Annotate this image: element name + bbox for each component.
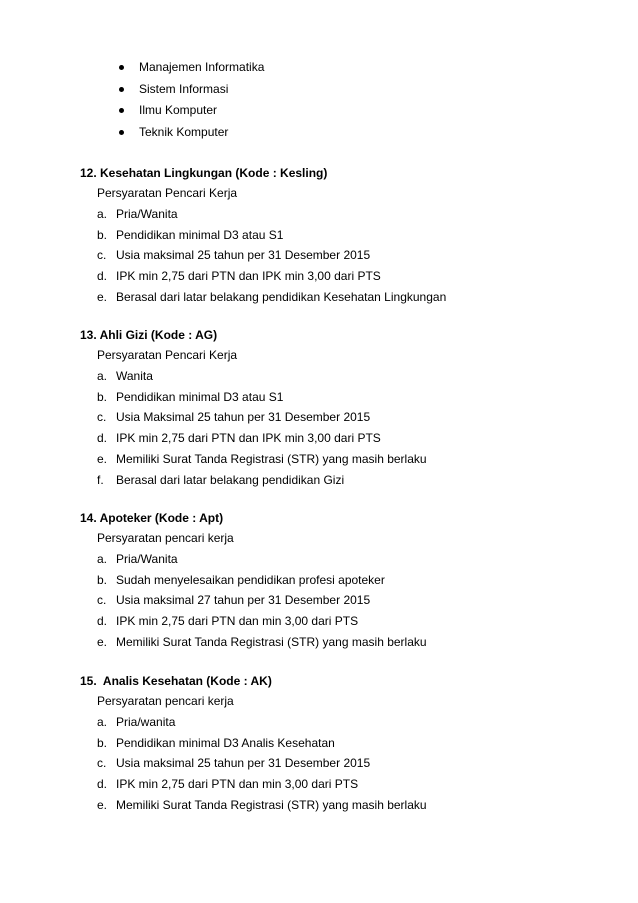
requirement-item (80, 450, 600, 471)
list-marker: a. (97, 714, 108, 729)
requirement-text: Pendidikan minimal D3 atau S1 (116, 227, 284, 242)
requirement-item (80, 205, 600, 226)
requirement-text: Pendidikan minimal D3 Analis Kesehatan (116, 735, 335, 750)
requirement-item (80, 796, 600, 817)
requirement-text: Wanita (116, 368, 153, 383)
list-marker: d. (97, 777, 108, 792)
requirement-item (80, 713, 600, 734)
section-title: 15. Analis Kesehatan (Kode : AK) (80, 674, 272, 688)
list-marker: c. (97, 756, 107, 771)
requirement-item (80, 267, 600, 288)
requirement-text: Pria/Wanita (116, 551, 178, 566)
bullet-item (119, 123, 264, 145)
bullet-item (119, 58, 264, 80)
requirement-text: IPK min 2,75 dari PTN dan IPK min 3,00 dari PTS (116, 269, 381, 284)
list-marker: e. (97, 289, 108, 304)
requirement-item (80, 775, 600, 796)
requirement-text: Pendidikan minimal D3 atau S1 (116, 389, 284, 404)
list-marker: a. (97, 368, 108, 383)
list-marker: b. (97, 389, 108, 404)
requirement-text: Usia maksimal 25 tahun per 31 Desember 2015 (116, 248, 371, 263)
section-intro: Persyaratan pencari kerja (97, 531, 234, 545)
bullet-item-text: Sistem Informasi (139, 81, 229, 96)
requirement-item (80, 571, 600, 592)
requirement-item (80, 246, 600, 267)
bullet-item-text: Manajemen Informatika (139, 60, 265, 74)
requirement-item (80, 367, 600, 388)
requirement-text: Sudah menyelesaikan pendidikan profesi apoteker (116, 572, 385, 587)
list-marker: a. (97, 206, 108, 221)
requirement-text: Memiliki Surat Tanda Registrasi (STR) yang masih berlaku (116, 797, 427, 812)
bullet-dot-icon (119, 65, 124, 70)
requirement-text: IPK min 2,75 dari PTN dan min 3,00 dari PTS (116, 614, 359, 629)
section-ahli-gizi (80, 326, 600, 492)
bullet-item (119, 101, 264, 123)
list-marker: c. (97, 410, 107, 425)
requirement-item (80, 429, 600, 450)
bullet-dot-icon (119, 130, 124, 135)
section-title: 12. Kesehatan Lingkungan (Kode : Kesling) (80, 166, 328, 180)
section-intro: Persyaratan pencari kerja (97, 694, 234, 708)
list-marker: d. (97, 269, 108, 284)
list-marker: d. (97, 431, 108, 446)
requirement-item (80, 288, 600, 309)
bullet-item-text: Teknik Komputer (139, 125, 229, 140)
requirement-text: IPK min 2,75 dari PTN dan IPK min 3,00 dari PTS (116, 431, 381, 446)
list-marker: a. (97, 551, 108, 566)
requirement-item (80, 591, 600, 612)
requirement-text: Pria/Wanita (116, 206, 178, 221)
bullet-item-text: Ilmu Komputer (139, 103, 218, 118)
list-marker: b. (97, 735, 108, 750)
requirement-text: Memiliki Surat Tanda Registrasi (STR) yang masih berlaku (116, 634, 427, 649)
requirement-item (80, 226, 600, 247)
requirement-text: Usia Maksimal 25 tahun per 31 Desember 2015 (116, 410, 371, 425)
list-marker: e. (97, 634, 108, 649)
requirement-item (80, 471, 600, 492)
list-marker: c. (97, 593, 107, 608)
list-marker: e. (97, 451, 108, 466)
section-intro: Persyaratan Pencari Kerja (97, 186, 238, 200)
bullet-item (119, 80, 264, 102)
bullet-list (119, 58, 264, 145)
requirement-text: Berasal dari latar belakang pendidikan Gizi (116, 472, 345, 487)
requirement-text: Pria/wanita (116, 714, 176, 729)
requirement-item (80, 550, 600, 571)
list-marker: e. (97, 797, 108, 812)
requirement-text: Memiliki Surat Tanda Registrasi (STR) yang masih berlaku (116, 451, 427, 466)
section-analis-kesehatan (80, 672, 600, 817)
requirement-text: Usia maksimal 25 tahun per 31 Desember 2015 (116, 756, 371, 771)
requirement-text: Berasal dari latar belakang pendidikan Kesehatan Lingkungan (116, 289, 447, 304)
section-kesling (80, 164, 600, 309)
list-marker: c. (97, 248, 107, 263)
requirement-text: IPK min 2,75 dari PTN dan min 3,00 dari PTS (116, 777, 359, 792)
list-marker: d. (97, 614, 108, 629)
section-apoteker (80, 509, 600, 654)
requirement-text: Usia maksimal 27 tahun per 31 Desember 2015 (116, 593, 371, 608)
section-title: 13. Ahli Gizi (Kode : AG) (80, 328, 218, 342)
list-marker: b. (97, 572, 108, 587)
section-title: 14. Apoteker (Kode : Apt) (80, 511, 224, 525)
requirement-item (80, 734, 600, 755)
section-intro: Persyaratan Pencari Kerja (97, 348, 238, 362)
bullet-dot-icon (119, 108, 124, 113)
list-marker: b. (97, 227, 108, 242)
bullet-dot-icon (119, 87, 124, 92)
list-marker: f. (97, 472, 104, 487)
requirement-item (80, 612, 600, 633)
requirement-item (80, 388, 600, 409)
requirement-item (80, 754, 600, 775)
requirement-item (80, 408, 600, 429)
requirement-item (80, 633, 600, 654)
